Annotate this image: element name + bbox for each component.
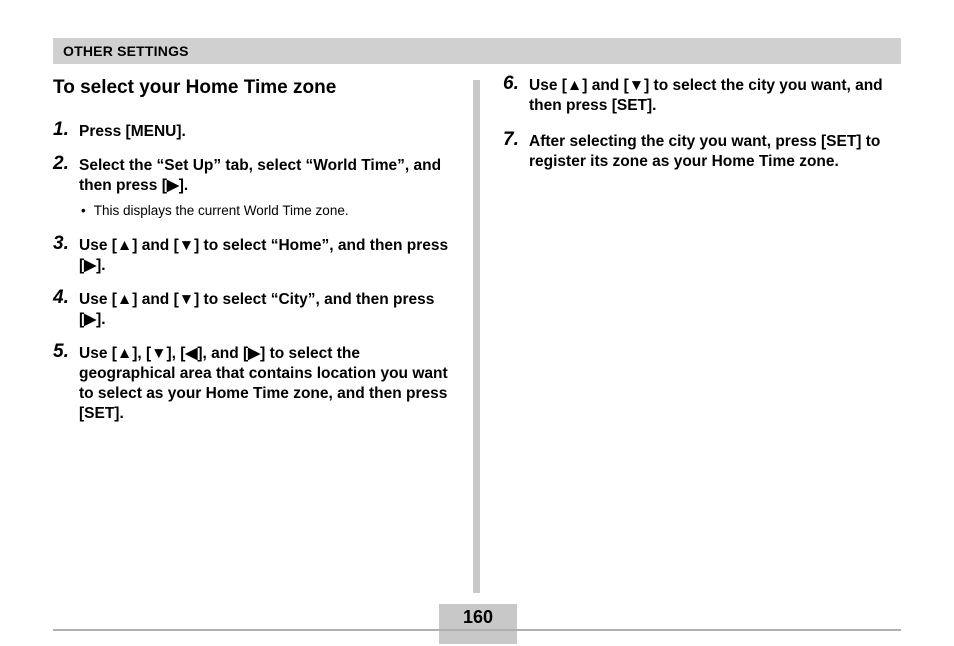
page-title: To select your Home Time zone [53, 77, 337, 98]
section-header-title: OTHER SETTINGS [63, 43, 189, 59]
section-header-bar [53, 38, 901, 64]
step-number: 7. [503, 129, 519, 150]
step-text: Use [▲], [▼], [◀], and [▶] to select the geographical area that contains location you want to select as your Home Time zone, and then press [SET]. [79, 345, 448, 422]
step-5 [53, 341, 453, 424]
step-1 [53, 119, 453, 142]
step-number: 2. [53, 153, 69, 174]
left-column [53, 76, 453, 438]
step-6 [503, 73, 903, 116]
step-2 [53, 153, 453, 220]
step-number: 5. [53, 341, 69, 362]
step-note-text: This displays the current World Time zone. [93, 203, 349, 218]
step-7 [503, 129, 903, 172]
step-text: After selecting the city you want, press [SET] to register its zone as your Home Time zone. [529, 133, 881, 170]
page-number: 160 [462, 606, 494, 627]
step-text: Press [MENU]. [79, 123, 186, 140]
step-3 [53, 233, 453, 276]
step-note [79, 202, 453, 220]
step-text: Use [▲] and [▼] to select “Home”, and then press [▶]. [79, 237, 449, 274]
column-divider [473, 80, 480, 593]
step-text: Select the “Set Up” tab, select “World Time”, and then press [▶]. [79, 157, 442, 194]
step-number: 6. [503, 73, 519, 94]
step-text: Use [▲] and [▼] to select “City”, and then press [▶]. [79, 291, 435, 328]
step-4 [53, 287, 453, 330]
footer-tab [439, 631, 517, 644]
step-number: 1. [53, 119, 69, 140]
step-text: Use [▲] and [▼] to select the city you want, and then press [SET]. [529, 77, 883, 114]
page-number-badge [439, 604, 517, 630]
right-column [503, 73, 903, 186]
step-number: 4. [53, 287, 69, 308]
bullet-icon: • [81, 203, 86, 218]
step-number: 3. [53, 233, 69, 254]
